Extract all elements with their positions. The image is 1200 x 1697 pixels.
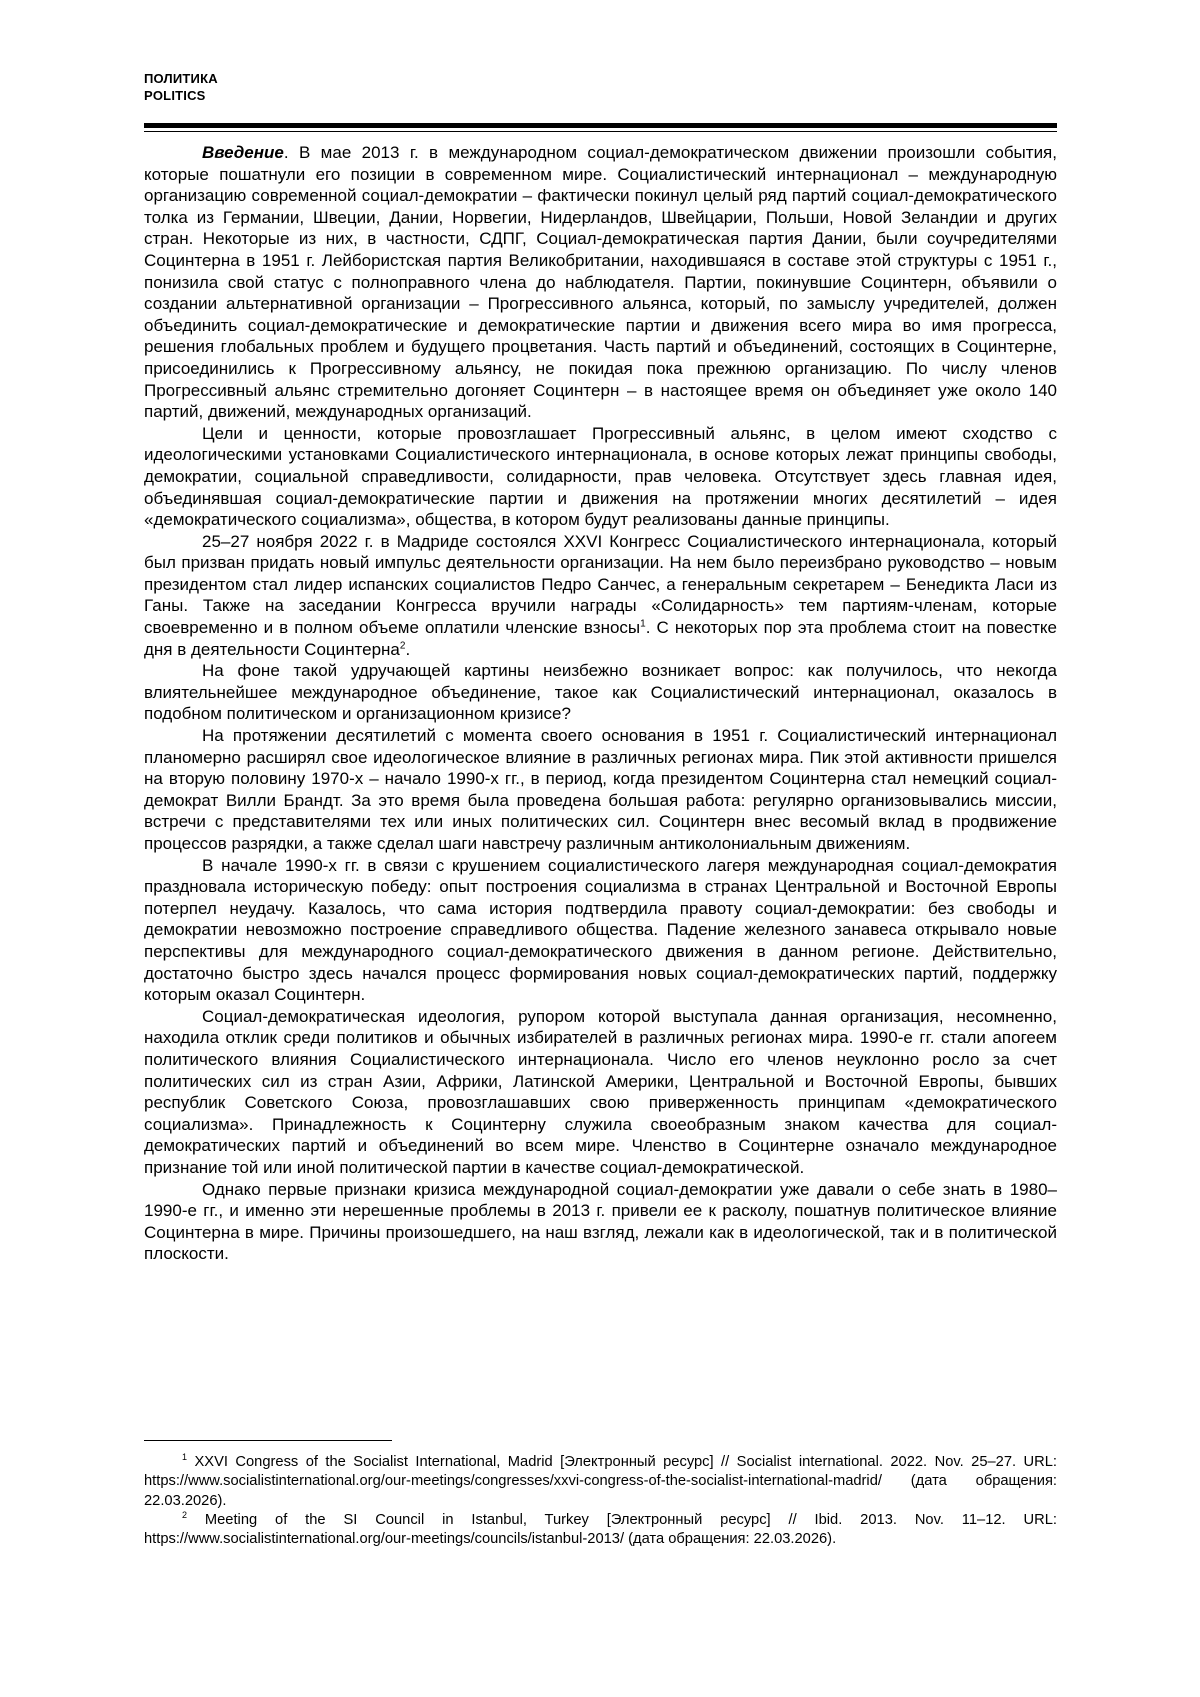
running-header — [144, 70, 218, 104]
paragraph: На фоне такой удручающей картины неизбежно возникает вопрос: как получилось, что некогда влиятельнейшее международное объединение, такое как Социалистический интернационал, оказалось в подобном политическом и организационном кризисе? — [144, 661, 1057, 724]
footnote-separator — [144, 1440, 392, 1441]
footnote-number: 2 — [182, 1510, 188, 1520]
paragraph: Однако первые признаки кризиса международной социал-демократии уже давали о себе знать в 1980–1990-е гг., и именно эти нерешенные проблемы в 2013 г. привели ее к расколу, пошатнув политическое влияние Социнтерна в мире. Причины произошедшего, на наш взгляд, лежали как в идеологической, так и в политической плоскости. — [144, 1179, 1057, 1264]
paragraph-text: 25–27 ноября 2022 г. в Мадриде состоялся XXVI Конгресс Социалистического интернационала, который был призван придать новый импульс деятельности организации. На нем было переизбрано руководство – новым президентом стал лидер испанских социалистов Педро Санчес, а генеральным секретарем – Бенедикта Ласи из Ганы. Также на заседании Конгресса вручили награды «Солидарность» тем партиям-членам, которые своевременно и в полном объеме оплатили членские взносы — [144, 531, 1057, 638]
intro-lead: Введение — [202, 143, 284, 162]
footnote-text: Meeting of the SI Council in Istanbul, Turkey [Электронный ресурс] // Ibid. 2013. Nov. 11–12. URL: https://www.socialistinternational.org/our-meetings/councils/istanbul-2013/ (дата обращения: 22.03.2026). — [144, 1511, 1057, 1548]
article-body — [144, 142, 1057, 1265]
header-rule-thick — [144, 123, 1057, 128]
footnote-number: 1 — [182, 1452, 188, 1463]
paragraph-text: . В мае 2013 г. в международном социал-демократическом движении произошли события, которые пошатнули его позиции в современном мире. Социалистический интернационал – международную организацию современной социал-демократии – фактически покинул целый ряд партий социал-демократического толка из Германии, Швеции, Дании, Норвегии, Нидерландов, Швейцарии, Польши, Новой Зеландии и других стран. Некоторые из них, в частности, СДПГ, Социал-демократическая партия Дании, были соучредителями Социнтерна в 1951 г. Лейбористская партия Великобритании, находившаяся в составе этой структуры с 1951 г., понизила свой статус с полноправного члена до наблюдателя. Партии, покинувшие Социнтерн, объявили о создании альтернативной организации – Прогрессивного альянса, который, по замыслу учредителей, должен объединить социал-демократические и демократические партии и движения всего мира во имя прогресса, решения глобальных проблем и будущего процветания. Часть партий и объединений, состоящих в Социнтерне, присоединились к Прогрессивному альянсу, не покидая пока прежнюю организацию. По числу членов Прогрессивный альянс стремительно догоняет Социнтерн – в настоящее время он объединяет уже около 140 партий, движений, международных организаций. — [144, 143, 1057, 422]
paragraph: В начале 1990-х гг. в связи с крушением социалистического лагеря международная социал-демократия праздновала историческую победу: опыт построения социализма в странах Центральной и Восточной Европы потерпел неудачу. Казалось, что сама история подтвердила правоту социал-демократии: без свободы и демократии невозможно построение справедливого общества. Падение железного занавеса открывало новые перспективы для международного социал-демократического движения в данном регионе. Действительно, достаточно быстро здесь начался процесс формирования новых социал-демократических партий, поддержку которым оказал Социнтерн. — [144, 855, 1057, 1005]
footnote-1 — [144, 1453, 1057, 1511]
section-title-en: POLITICS — [144, 88, 206, 103]
footnotes — [144, 1453, 1057, 1549]
paragraph-introduction — [144, 142, 1057, 423]
paragraph: Социал-демократическая идеология, рупором которой выступала данная организация, несомненно, находила отклик среди политиков и обычных избирателей в различных регионах мира. 1990-е гг. стали апогеем политического влияния Социалистического интернационала. Число его членов неуклонно росло за счет политических сил из стран Азии, Африки, Латинской Америки, Центральной и Восточной Европы, бывших республик Советского Союза, провозглашавших свою приверженность принципам «демократического социализма». Принадлежность к Социнтерну служила своеобразным знаком качества для социал-демократических партий и объединений во всем мире. Членство в Социнтерне означало международное признание той или иной политической партии в качестве социал-демократической. — [144, 1006, 1057, 1177]
paragraph-text: . С некоторых пор эта проблема стоит на повестке дня в деятельности Социнтерна — [144, 618, 1057, 659]
header-rule-thin — [144, 131, 1057, 132]
section-title-ru: ПОЛИТИКА — [144, 71, 218, 86]
footnote-text: XXVI Congress of the Socialist International, Madrid [Электронный ресурс] // Socialist international. 2022. Nov. 25–27. URL: https://www.socialistinternational.org/our-meetings/congresses/xxvi-congress-of-the-socialist-international-madrid/ (дата обращения: 22.03.2026). — [144, 1454, 1057, 1509]
footnote-ref-1[interactable]: 1 — [640, 618, 646, 630]
paragraph: На протяжении десятилетий с момента своего основания в 1951 г. Социалистический интернационал планомерно расширял свое идеологическое влияние в различных регионах мира. Пик этой активности пришелся на вторую половину 1970-х – начало 1990-х гг., в период, когда президентом Социнтерна стал немецкий социал-демократ Вилли Брандт. За это время была проведена большая работа: регулярно организовывались миссии, встречи с представителями тех или иных политических сил. Социнтерн внес весомый вклад в продвижение процессов разрядки, а также сделал шаги навстречу различным антиколониальным движениям. — [144, 726, 1057, 853]
paragraph-text: . — [405, 639, 411, 659]
footnote-2 — [144, 1511, 1057, 1550]
paragraph-congress — [144, 531, 1057, 661]
paragraph: Цели и ценности, которые провозглашает Прогрессивный альянс, в целом имеют сходство с идеологическими установками Социалистического интернационала, в основе которых лежат принципы свободы, демократии, социальной справедливости, солидарности, прав человека. Отсутствует здесь главная идея, объединявшая социал-демократические партии и движения на протяжении многих десятилетий – идея «демократического социализма», общества, в котором будут реализованы данные принципы. — [144, 423, 1057, 530]
footnote-ref-2[interactable]: 2 — [399, 640, 406, 651]
